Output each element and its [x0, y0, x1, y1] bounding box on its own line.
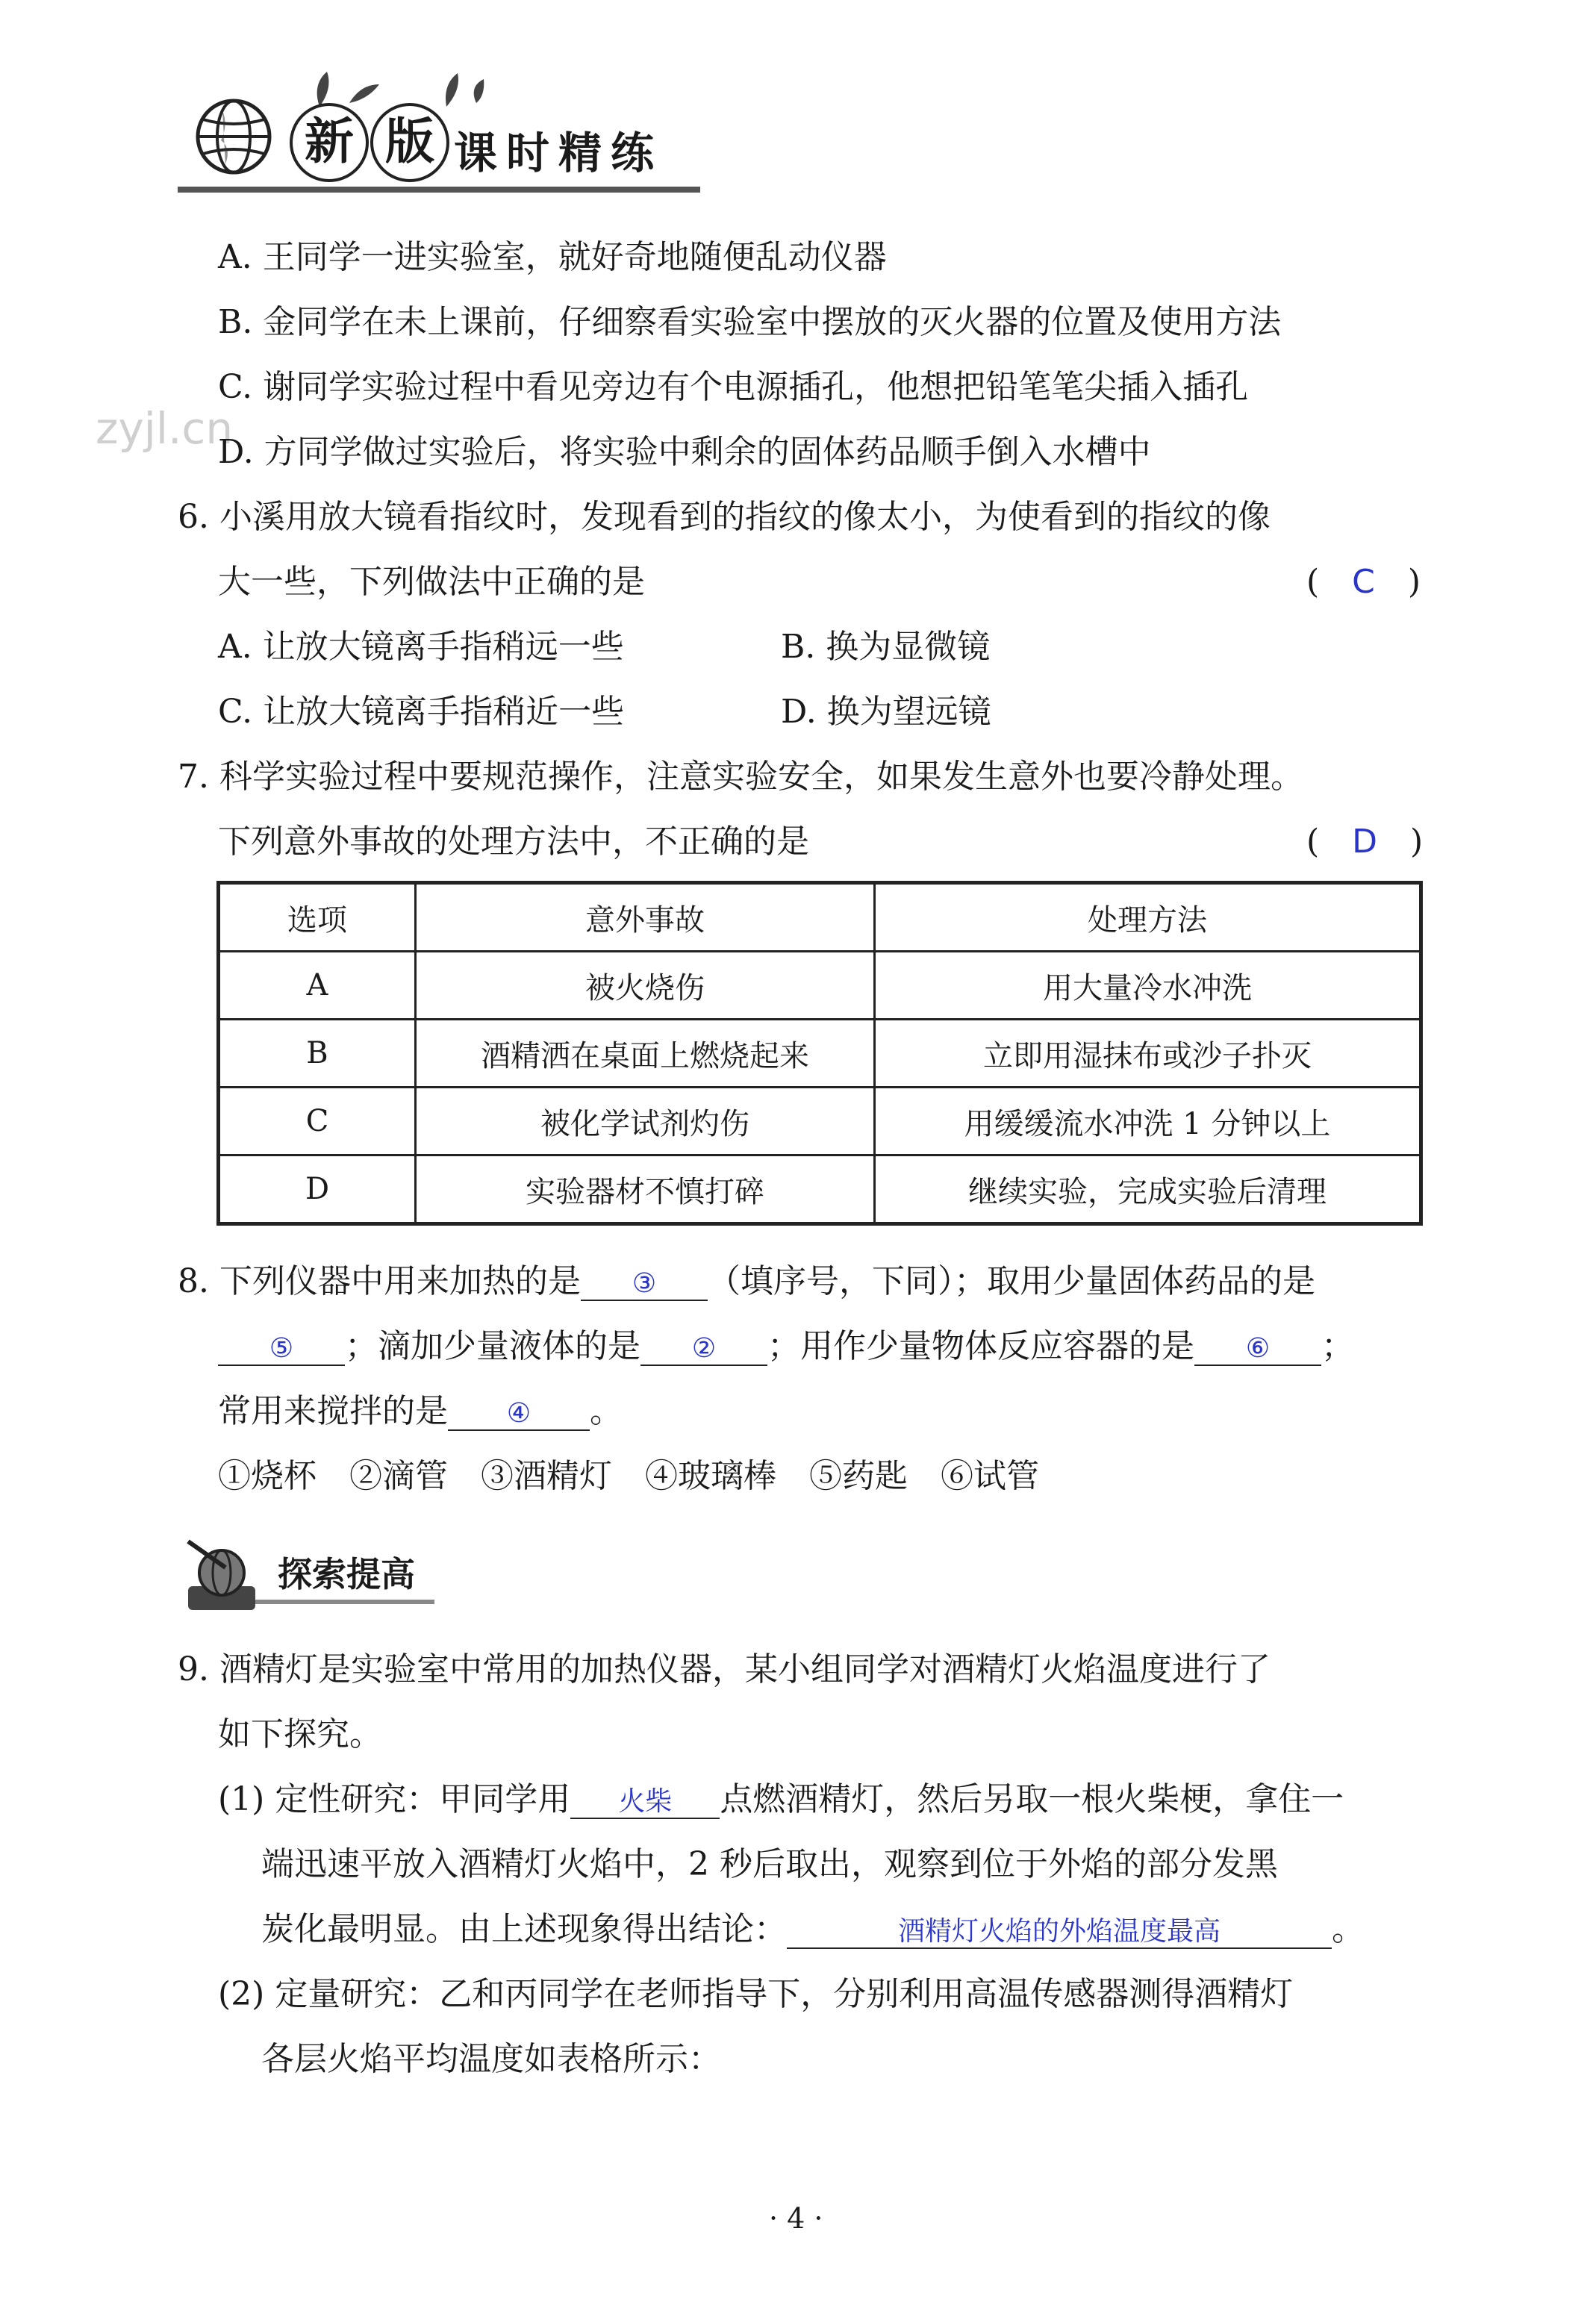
section-title: 探索提高	[278, 1554, 415, 1594]
section-rule	[255, 1600, 434, 1604]
q6-option-c: C. 让放大镜离手指稍近一些	[218, 693, 625, 731]
q5-option-a: A. 王同学一进实验室，就好奇地随便乱动仪器	[218, 238, 887, 276]
table-cell: A	[219, 952, 416, 1020]
q8-answer-liquid: ②	[691, 1333, 717, 1364]
q8-answer-stir: ④	[506, 1398, 532, 1429]
q9-text: 。	[1332, 1910, 1365, 1948]
q7-table	[216, 881, 1423, 1226]
q5-option-d: D. 方同学做过实验后，将实验中剩余的固体药品顺手倒入水槽中	[218, 433, 1151, 471]
q6-stem-line2: 大一些，下列做法中正确的是	[218, 563, 645, 601]
table-row	[219, 952, 1421, 1020]
table-cell: 被化学试剂灼伤	[416, 1088, 875, 1155]
q9-part2-line2: 各层火焰平均温度如表格所示：	[261, 2040, 721, 2078]
q7-stem-line1: 7. 科学实验过程中要规范操作，注意实验安全，如果发生意外也要冷静处理。	[178, 758, 1303, 796]
q8-text: （填序号，下同）；取用少量固体药品的是	[707, 1262, 1315, 1300]
q9-part1-line1	[218, 1772, 1344, 1820]
q9-part1-line3	[261, 1902, 1365, 1950]
table-cell: 实验器材不慎打碎	[416, 1155, 875, 1224]
table-header-cell: 处理方法	[875, 883, 1421, 952]
header-rule	[178, 187, 700, 193]
page-header	[178, 66, 700, 193]
q9-blank-conclusion	[787, 1912, 1332, 1949]
q8-text: ；用作少量物体反应容器的是	[767, 1327, 1194, 1365]
table-row	[219, 1088, 1421, 1155]
q6-stem-line1: 6. 小溪用放大镜看指纹时，发现看到的指纹的像太小，为使看到的指纹的像	[178, 498, 1271, 536]
table-cell: 立即用湿抹布或沙子扑灭	[875, 1020, 1421, 1088]
q8-text: ；	[1321, 1327, 1354, 1365]
q9-stem-line1: 9. 酒精灯是实验室中常用的加热仪器，某小组同学对酒精灯火焰温度进行了	[178, 1650, 1271, 1688]
q9-answer-conclusion: 酒精灯火焰的外焰温度最高	[897, 1916, 1221, 1947]
table-header-row	[219, 883, 1421, 952]
q6-option-b: B. 换为显微镜	[781, 628, 991, 666]
q8-items: ①烧杯 ②滴管 ③酒精灯 ④玻璃棒 ⑤药匙 ⑥试管	[218, 1457, 1039, 1495]
table-row	[219, 1020, 1421, 1088]
table-cell: C	[219, 1088, 416, 1155]
table-cell: 用大量冷水冲洗	[875, 952, 1421, 1020]
q6-answer: C	[1352, 563, 1375, 601]
q9-stem-line2: 如下探究。	[218, 1715, 382, 1753]
q8-blank-solid	[218, 1329, 345, 1366]
q9-part1-line2: 端迅速平放入酒精灯火焰中，2 秒后取出，观察到位于外焰的部分发黑	[261, 1845, 1278, 1883]
table-cell: 酒精洒在桌面上燃烧起来	[416, 1020, 875, 1088]
q6-option-d: D. 换为望远镜	[781, 693, 991, 731]
q6-answer-bracket: ( C )	[1306, 563, 1421, 601]
section-header	[181, 1534, 434, 1616]
q9-text: (1) 定性研究：甲同学用	[218, 1780, 571, 1818]
watermark: zyjl.cn	[96, 403, 234, 454]
q7-answer-bracket: ( D )	[1306, 823, 1424, 861]
q9-part2-line1: (2) 定量研究：乙和丙同学在老师指导下，分别利用高温传感器测得酒精灯	[218, 1975, 1294, 2013]
header-char-edition: 版	[370, 103, 449, 182]
header-title: 课时精练	[454, 128, 664, 178]
q8-blank-stir	[448, 1394, 590, 1431]
q8-text: 8. 下列仪器中用来加热的是	[178, 1262, 581, 1300]
q8-text: ；滴加少量液体的是	[345, 1327, 640, 1365]
q9-answer-ignite: 火柴	[618, 1786, 673, 1817]
q5-option-c: C. 谢同学实验过程中看见旁边有个电源插孔，他想把铅笔笔尖插入插孔	[218, 368, 1249, 406]
q8-blank-container	[1194, 1329, 1321, 1366]
q7-answer: D	[1352, 823, 1378, 861]
table-header-cell: 选项	[219, 883, 416, 952]
q9-blank-ignite	[570, 1782, 720, 1819]
q8-answer-container: ⑥	[1245, 1333, 1271, 1364]
q8-answer-heating: ③	[632, 1268, 657, 1299]
table-cell: 用缓缓流水冲洗 1 分钟以上	[875, 1088, 1421, 1155]
q8-answer-solid: ⑤	[269, 1333, 294, 1364]
q8-blank-heating	[581, 1264, 708, 1301]
table-cell: 继续实验，完成实验后清理	[875, 1155, 1421, 1224]
table-row	[219, 1155, 1421, 1224]
q9-text: 炭化最明显。由上述现象得出结论：	[261, 1910, 787, 1948]
page-number: · 4 ·	[769, 2202, 823, 2235]
q8-line1	[178, 1254, 1315, 1302]
q8-blank-liquid	[640, 1329, 767, 1366]
table-cell: B	[219, 1020, 416, 1088]
q8-text: 常用来搅拌的是	[218, 1392, 448, 1430]
globe-icon	[193, 96, 275, 178]
q7-stem-line2: 下列意外事故的处理方法中，不正确的是	[218, 823, 809, 861]
q8-line3	[218, 1384, 623, 1432]
table-cell: D	[219, 1155, 416, 1224]
table-cell: 被火烧伤	[416, 952, 875, 1020]
q6-option-a: A. 让放大镜离手指稍远一些	[218, 628, 624, 666]
q8-line2	[218, 1319, 1354, 1367]
header-char-new: 新	[290, 103, 369, 182]
q8-text: 。	[590, 1392, 623, 1430]
q5-option-b: B. 金同学在未上课前，仔细察看实验室中摆放的灭火器的位置及使用方法	[218, 303, 1282, 341]
q9-text: 点燃酒精灯，然后另取一根火柴梗，拿住一	[720, 1780, 1344, 1818]
table-header-cell: 意外事故	[416, 883, 875, 952]
